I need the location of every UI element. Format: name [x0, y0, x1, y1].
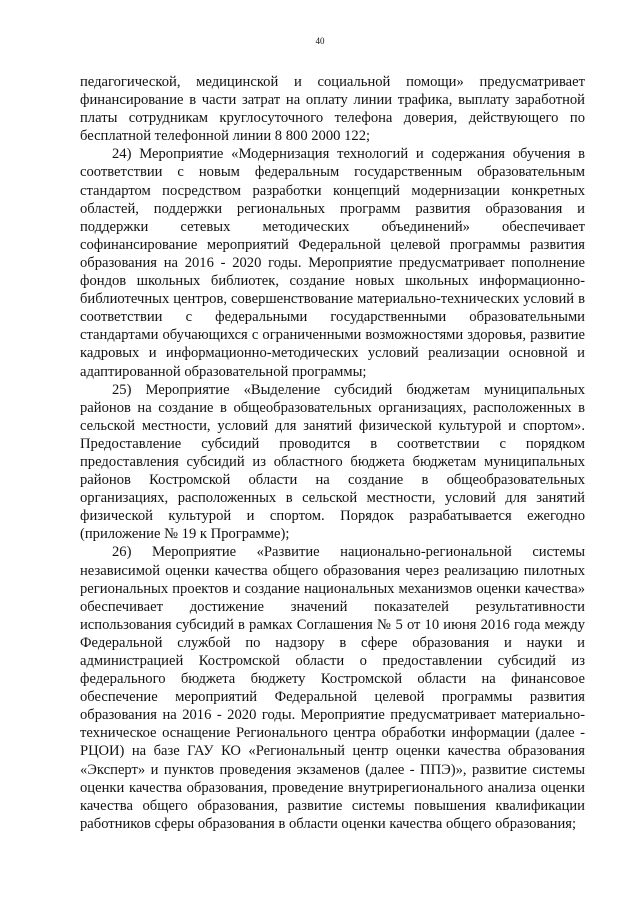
- page-number: 40: [315, 36, 325, 46]
- paragraph-item-26: 26) Мероприятие «Развитие национально-региональной системы независимой оценки качества общего образования через реализацию пилотных региональных проектов и создание национальных механизмов оценки качества» обеспечивает достижение значений показателей результативности использования субсидий в рамках Соглашения № 5 от 10 июня 2016 года между Федеральной службой по надзору в сфере образования и науки и администрацией Костромской области о предоставлении субсидий из федерального бюджета бюджету Костромской области на финансовое обеспечение мероприятий Федеральной целевой программы развития образования на 2016 - 2020 годы. Мероприятие предусматривает материально-техническое оснащение Регионального центра обработки информации (далее - РЦОИ) на базе ГАУ КО «Региональный центр оценки качества образования «Эксперт» и пунктов проведения экзаменов (далее - ППЭ)», развитие системы оценки качества образования, проведение внутрирегионального анализа оценки качества общего образования, развитие системы повышения квалификации работников сферы образования в области оценки качества общего образования;: [80, 544, 585, 832]
- paragraph-item-24: 24) Мероприятие «Модернизация технологий и содержания обучения в соответствии с новым федеральным государственным образовательным стандартом посредством разработки концепций модернизации конкретных областей, поддержки региональных программ развития образования и поддержки сетевых методических объединений» обеспечивает софинансирование мероприятий Федеральной целевой программы развития образования на 2016 - 2020 годы. Мероприятие предусматривает пополнение фондов школьных библиотек, создание новых школьных информационно-библиотечных центров, совершенствование материально-технических условий в соответствии с федеральными государственными образовательными стандартами обучающихся с ограниченными возможностями здоровья, развитие кадровых и информационно-методических условий реализации основной и адаптированной образовательной программы;: [80, 146, 585, 380]
- document-body: [80, 73, 585, 833]
- paragraph-item-25: 25) Мероприятие «Выделение субсидий бюджетам муниципальных районов на создание в общеобразовательных организациях, расположенных в сельской местности, условий для занятий физической культурой и спортом». Предоставление субсидий проводится в соответствии с порядком предоставления субсидий из областного бюджета бюджетам муниципальных районов Костромской области на создание в общеобразовательных организациях, расположенных в сельской местности, условий для занятий физической культурой и спортом. Порядок разрабатывается ежегодно (приложение № 19 к Программе);: [80, 381, 585, 543]
- paragraph-continuation: педагогической, медицинской и социальной помощи» предусматривает финансирование в части затрат на оплату линии трафика, выплату заработной платы сотрудникам круглосуточного телефона доверия, действующего по бесплатной телефонной линии 8 800 2000 122;: [80, 74, 585, 145]
